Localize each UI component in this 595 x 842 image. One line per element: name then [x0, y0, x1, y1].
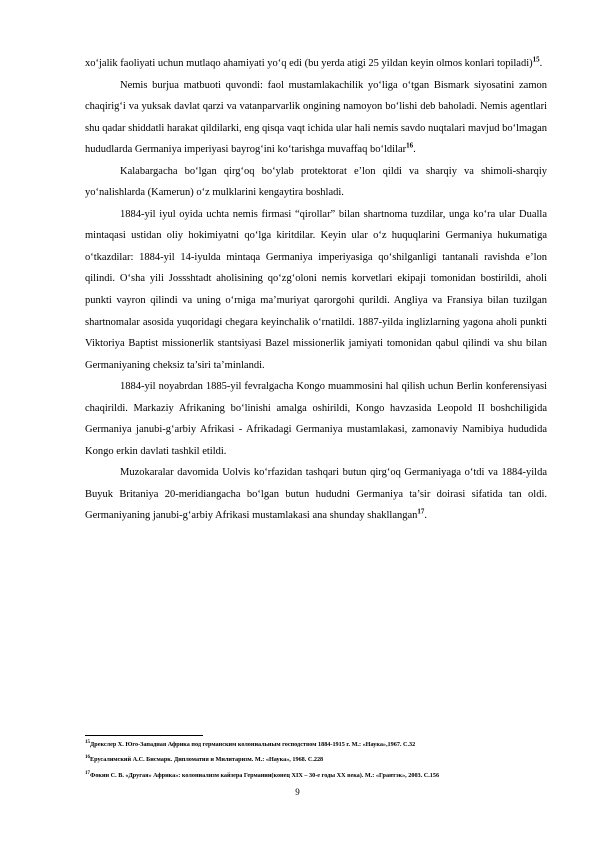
paragraph: [85, 462, 547, 527]
footnote-separator: [85, 735, 203, 736]
footnote-text: Ерусалимский А.С. Бисмарк. Дипломатия и Милитаризм. М.: «Наука», 1968. С.228: [90, 756, 324, 764]
footnote-text: Дрекслер Х. Юго-Западная Африка под германским колониальным господством 1884-1915 г. М.: «Наука»,1967. С.32: [90, 741, 416, 748]
footnote: [85, 752, 547, 767]
footnote: [85, 737, 547, 752]
page-number: 9: [295, 787, 300, 797]
paragraph-text: 1884-yil noyabrdan 1885-yil fevralgacha Kongo muammosini hal qilish uchun Berlin konferensiyasi chaqirildi. Markaziy Afrikaning bo‘linishi amalga oshirildi, Kongo havzasida Leopold II boshchiligida Germaniya janubi-g‘arbiy Afrikasi - Afrikadagi Germaniya mustamlakasi, zamonaviy Namibiya hududida Kongo erkin davlati tashkil etildi.: [85, 381, 547, 457]
paragraph-text: Nemis burjua matbuoti quvondi: faol mustamlakachilik yo‘liga o‘tgan Bismark siyosatini zamon chaqirig‘i va yuksak davlat qarzi va vatanparvarlik ongining namoyon bo‘lishi deb baholadi. Nemis agentlari shu qadar shiddatli harakat qildilarki, eng qisqa vaqt ichida ular hali nemis savdo nuqtalari mavjud bo‘lmagan hududlarda Germaniya imperiyasi bayrog‘ini ko‘tarishga muvaffaq bo‘ldilar: [85, 79, 547, 156]
footnotes: [85, 737, 547, 783]
paragraph-text: xo‘jalik faoliyati uchun mutlaqo ahamiyati yo‘q edi (bu yerda atigi 25 yildan keyin olmos konlari topiladi): [85, 58, 533, 69]
paragraph: [85, 376, 547, 462]
paragraph-end-punctuation: .: [424, 510, 428, 522]
footnote-text: Фокин С. В. «Другая» Африка»: колониализм кайзера Германии(конец XIX – 30-е годы XX века). М.: «Грантэк», 2003. С.156: [90, 771, 440, 779]
paragraph-end-punctuation: .: [539, 58, 543, 69]
paragraph: [85, 204, 547, 376]
footnote: [85, 768, 547, 783]
footnote-reference[interactable]: 16: [406, 141, 414, 150]
footnote-reference[interactable]: 15: [532, 55, 540, 64]
footnote-number: 16: [85, 755, 90, 761]
paragraph: [85, 161, 547, 204]
paragraph: [85, 75, 547, 161]
paragraph: [85, 53, 547, 75]
paragraph-text: 1884-yil iyul oyida uchta nemis firmasi “qirollar” bilan shartnoma tuzdilar, unga ko‘ra ular Dualla mintaqasi ustidan oliy hokimiyatni qo‘lga kiritdilar. Keyin ular o‘z huquqlarini Germaniya hukumatiga o‘tkazdilar: 1884-yil 14-iyulda mintaqa Germaniya imperiyasiga qo‘shilganligi tantanali ravishda e’lon qilindi. O‘sha yili Jossshtadt aholisining qo‘zg‘oloni nemis korvetlari ekipaji tomonidan bostirildi, aholi punkti vayron qilindi va uning o‘rniga ma’muriyat qarorgohi qurildi. Angliya va Fransiya bilan tuzilgan shartnomalar asosida yuqoridagi chegara keyinchalik o‘rnatildi. 1887-yilda inglizlarning yagona aholi punkti Viktoriya Baptist missionerlik stantsiyasi Bazel missionerlik jamiyati tomonidan qabul qilindi va shu bilan Germaniyaning cheksiz ta’siri ta’minlandi.: [85, 208, 547, 371]
footnote-number: 15: [85, 739, 90, 745]
paragraph-text: Kalabargacha bo‘lgan qirg‘oq bo‘ylab protektorat e’lon qildi va sharqiy va shimoli-sharqiy yo‘nalishlarda (Kamerun) o‘z mulklarini kengaytira boshladi.: [85, 165, 547, 199]
footnote-number: 17: [85, 770, 90, 776]
body-text: [85, 53, 547, 527]
paragraph-text: Muzokaralar davomida Uolvis ko‘rfazidan tashqari butun qirg‘oq Germaniyaga o‘tdi va 1884-yilda Buyuk Britaniya 20-meridiangacha bo‘lgan butun hududni Germaniya ta’sir doirasi sifatida tan oldi. Germaniyaning janubi-g‘arbiy Afrikasi mustamlakasi ana shunday shakllangan: [85, 467, 547, 522]
paragraph-end-punctuation: .: [413, 144, 416, 156]
footnote-reference[interactable]: 17: [417, 507, 425, 516]
